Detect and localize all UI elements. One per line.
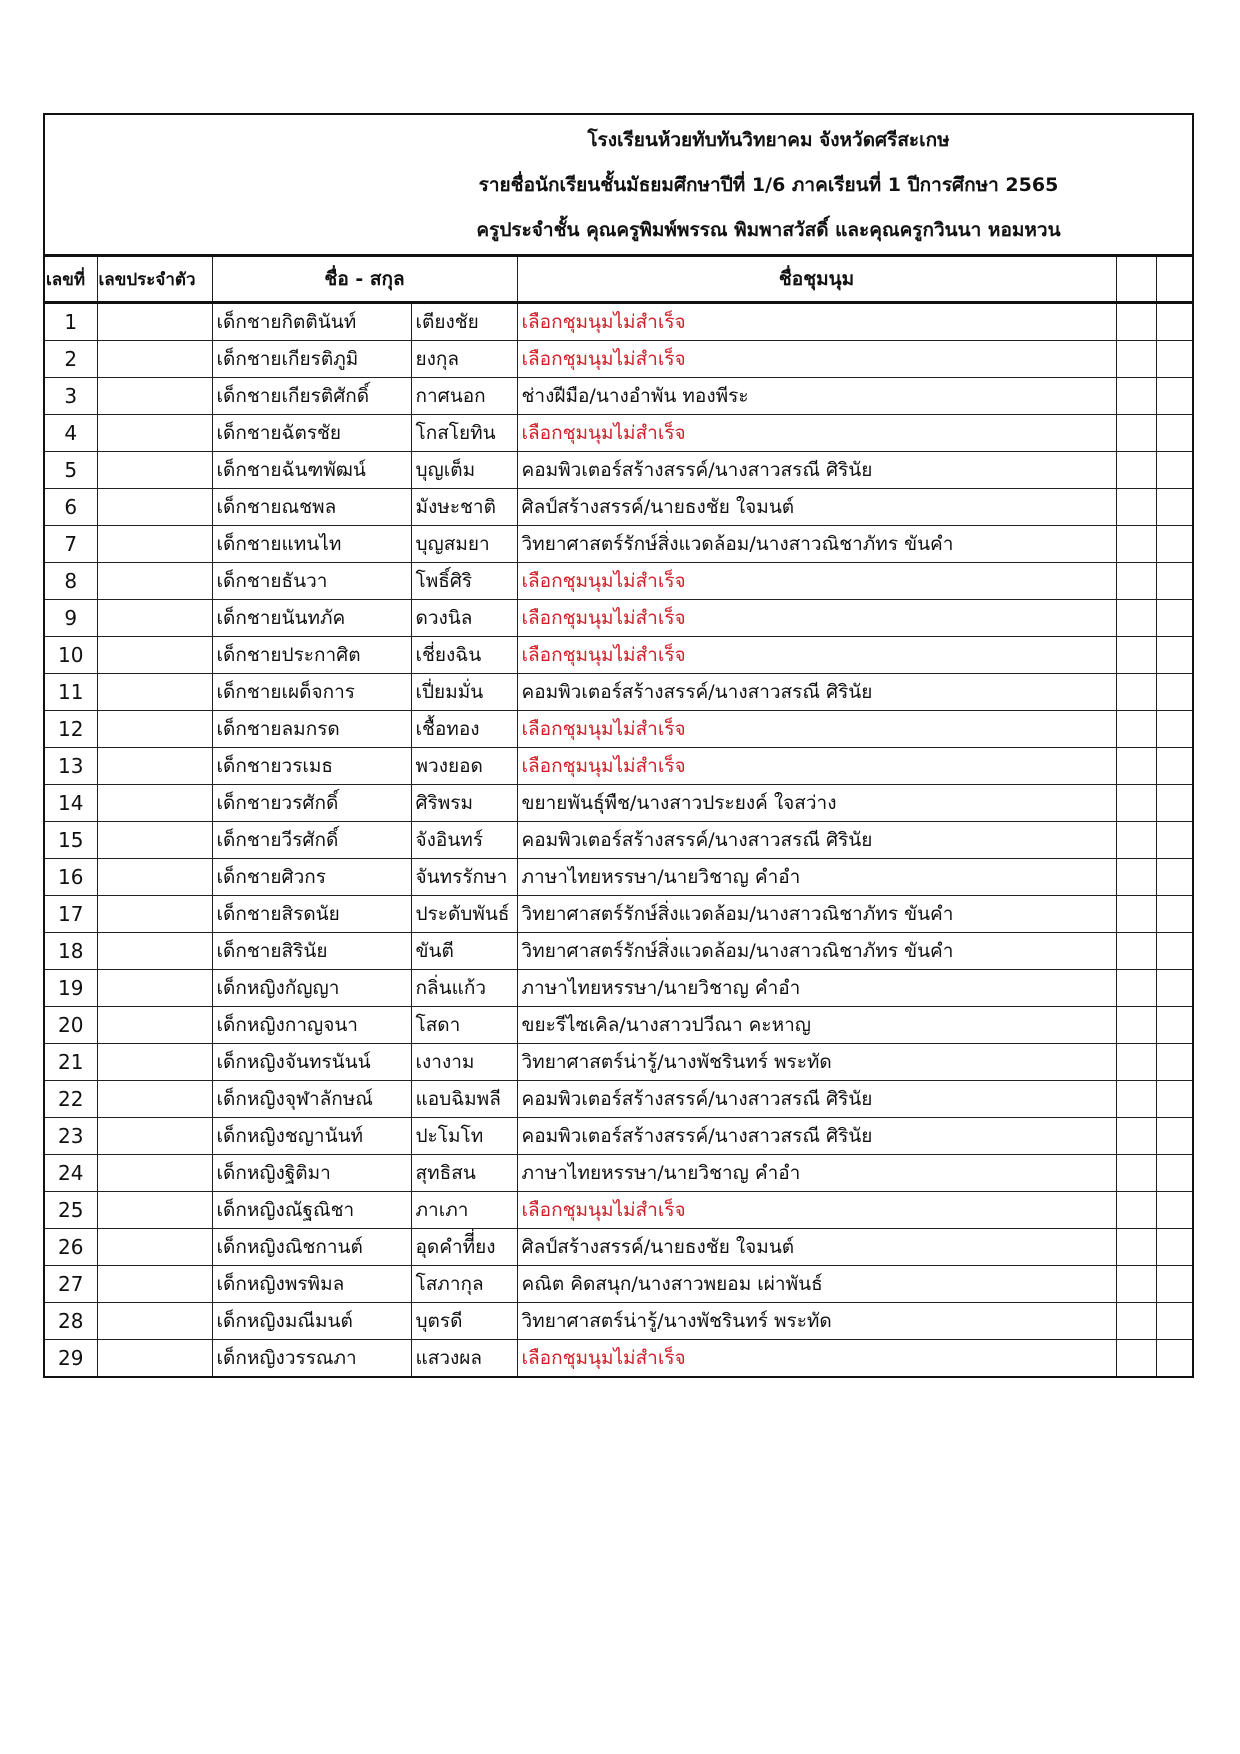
student-club: เลือกชุมนุมไม่สำเร็จ [517,711,1116,748]
student-last-name: ประดับพันธ์ [411,896,517,933]
student-last-name: กลิ่นแก้ว [411,970,517,1007]
student-first-name: เด็กหญิงกัญญา [212,970,411,1007]
student-last-name: สุทธิสน [411,1155,517,1192]
student-first-name: เด็กหญิงฐิติมา [212,1155,411,1192]
column-header-extra-2 [1156,257,1192,303]
homeroom-teachers: ครูประจำชั้น คุณครูพิมพ์พรรณ พิมพาสวัสดิ์ และคุณครูกวินนา หอมหวน [476,219,1061,241]
student-id [97,341,212,378]
extra-cell-1 [1116,378,1156,415]
extra-cell-2 [1156,785,1192,822]
extra-cell-1 [1116,748,1156,785]
extra-cell-1 [1116,637,1156,674]
table-row [45,1340,1192,1377]
student-club: เลือกชุมนุมไม่สำเร็จ [517,600,1116,637]
table-row [45,859,1192,896]
student-number: 15 [45,822,97,859]
table-row [45,785,1192,822]
student-first-name: เด็กหญิงณิชกานต์ [212,1229,411,1266]
extra-cell-1 [1116,415,1156,452]
student-first-name: เด็กชายเกียรติภูมิ [212,341,411,378]
student-first-name: เด็กหญิงจุฬาลักษณ์ [212,1081,411,1118]
table-row [45,933,1192,970]
student-number: 23 [45,1118,97,1155]
table-row [45,674,1192,711]
column-header-student-id: เลขประจำตัว [97,257,212,303]
student-first-name: เด็กหญิงชญานันท์ [212,1118,411,1155]
student-first-name: เด็กชายวีรศักดิ์ [212,822,411,859]
student-first-name: เด็กชายวรเมธ [212,748,411,785]
extra-cell-2 [1156,822,1192,859]
student-club: วิทยาศาสตร์รักษ์สิ่งแวดล้อม/นางสาวณิชาภัทร ขันคำ [517,933,1116,970]
extra-cell-1 [1116,526,1156,563]
student-first-name: เด็กชายนันทภัค [212,600,411,637]
student-club: ขยะรีไซเคิล/นางสาวปวีณา คะหาญ [517,1007,1116,1044]
student-last-name: เงางาม [411,1044,517,1081]
student-id [97,1229,212,1266]
student-first-name: เด็กชายฉัตรชัย [212,415,411,452]
student-first-name: เด็กหญิงณัฐณิชา [212,1192,411,1229]
table-row [45,711,1192,748]
student-first-name: เด็กชายณชพล [212,489,411,526]
table-row [45,1007,1192,1044]
table-row [45,1081,1192,1118]
student-id [97,859,212,896]
student-club: คอมพิวเตอร์สร้างสรรค์/นางสาวสรณี ศิรินัย [517,1118,1116,1155]
extra-cell-2 [1156,600,1192,637]
class-list-title: รายชื่อนักเรียนชั้นมัธยมศึกษาปีที่ 1/6 ภาคเรียนที่ 1 ปีการศึกษา 2565 [478,174,1059,196]
student-first-name: เด็กชายเกียรติศักดิ์ [212,378,411,415]
extra-cell-2 [1156,415,1192,452]
extra-cell-2 [1156,563,1192,600]
student-last-name: โสภากุล [411,1266,517,1303]
student-number: 22 [45,1081,97,1118]
student-id [97,1192,212,1229]
student-id [97,1340,212,1377]
student-last-name: บุตรดี [411,1303,517,1340]
student-last-name: อุดคำทีี่ยง [411,1229,517,1266]
table-row [45,1266,1192,1303]
student-first-name: เด็กชายสิรดนัย [212,896,411,933]
student-number: 14 [45,785,97,822]
extra-cell-1 [1116,785,1156,822]
extra-cell-2 [1156,1340,1192,1377]
student-id [97,711,212,748]
table-row [45,822,1192,859]
student-id [97,1044,212,1081]
student-table [45,257,1192,1376]
student-number: 29 [45,1340,97,1377]
student-club: เลือกชุมนุมไม่สำเร็จ [517,637,1116,674]
extra-cell-1 [1116,1303,1156,1340]
column-header-name: ชื่อ - สกุล [212,257,517,303]
student-club: ภาษาไทยหรรษา/นายวิชาญ คำอำ [517,1155,1116,1192]
table-row [45,1118,1192,1155]
student-last-name: ปะโมโท [411,1118,517,1155]
student-number: 17 [45,896,97,933]
extra-cell-2 [1156,452,1192,489]
extra-cell-2 [1156,303,1192,341]
table-row [45,637,1192,674]
student-id [97,563,212,600]
student-first-name: เด็กชายเผด็จการ [212,674,411,711]
student-id [97,489,212,526]
table-row [45,415,1192,452]
extra-cell-2 [1156,748,1192,785]
student-number: 5 [45,452,97,489]
table-row [45,526,1192,563]
table-row [45,303,1192,341]
student-last-name: เชี่ยงฉิน [411,637,517,674]
student-id [97,748,212,785]
extra-cell-2 [1156,1192,1192,1229]
student-number: 26 [45,1229,97,1266]
student-number: 18 [45,933,97,970]
student-number: 27 [45,1266,97,1303]
table-row [45,970,1192,1007]
table-row [45,748,1192,785]
student-first-name: เด็กชายศิวกร [212,859,411,896]
student-first-name: เด็กชายลมกรด [212,711,411,748]
student-club: วิทยาศาสตร์น่ารู้/นางพัชรินทร์ พระทัด [517,1303,1116,1340]
student-last-name: เปี่ยมมั่น [411,674,517,711]
student-first-name: เด็กหญิงมณีมนต์ [212,1303,411,1340]
student-club: วิทยาศาสตร์น่ารู้/นางพัชรินทร์ พระทัด [517,1044,1116,1081]
extra-cell-2 [1156,1007,1192,1044]
table-row [45,1303,1192,1340]
extra-cell-1 [1116,859,1156,896]
student-last-name: มังษะชาติ [411,489,517,526]
extra-cell-1 [1116,1118,1156,1155]
extra-cell-1 [1116,1007,1156,1044]
table-row [45,1155,1192,1192]
extra-cell-1 [1116,1081,1156,1118]
extra-cell-1 [1116,896,1156,933]
student-id [97,1007,212,1044]
student-last-name: ศิริพรม [411,785,517,822]
student-id [97,303,212,341]
student-first-name: เด็กหญิงกาญจนา [212,1007,411,1044]
student-last-name: ดวงนิล [411,600,517,637]
student-id [97,637,212,674]
student-number: 16 [45,859,97,896]
student-club: เลือกชุมนุมไม่สำเร็จ [517,341,1116,378]
student-club: เลือกชุมนุมไม่สำเร็จ [517,563,1116,600]
student-last-name: จันทรรักษา [411,859,517,896]
extra-cell-1 [1116,1229,1156,1266]
extra-cell-2 [1156,1266,1192,1303]
title-block [45,115,1192,257]
extra-cell-1 [1116,1192,1156,1229]
student-roster-sheet [43,113,1194,1378]
student-id [97,970,212,1007]
student-club: วิทยาศาสตร์รักษ์สิ่งแวดล้อม/นางสาวณิชาภัทร ขันคำ [517,896,1116,933]
extra-cell-1 [1116,489,1156,526]
student-id [97,674,212,711]
student-number: 4 [45,415,97,452]
student-club: ภาษาไทยหรรษา/นายวิชาญ คำอำ [517,859,1116,896]
student-number: 24 [45,1155,97,1192]
extra-cell-1 [1116,452,1156,489]
student-first-name: เด็กชายธันวา [212,563,411,600]
student-first-name: เด็กชายกิตตินันท์ [212,303,411,341]
student-id [97,1303,212,1340]
table-row [45,1044,1192,1081]
extra-cell-1 [1116,1155,1156,1192]
student-club: คอมพิวเตอร์สร้างสรรค์/นางสาวสรณี ศิรินัย [517,1081,1116,1118]
student-last-name: กาศนอก [411,378,517,415]
student-id [97,1118,212,1155]
extra-cell-2 [1156,970,1192,1007]
table-row [45,452,1192,489]
student-last-name: บุญเต็ม [411,452,517,489]
table-row [45,600,1192,637]
student-club: ขยายพันธุ์พืช/นางสาวประยงค์ ใจสว่าง [517,785,1116,822]
student-first-name: เด็กชายแทนไท [212,526,411,563]
extra-cell-1 [1116,563,1156,600]
table-row [45,378,1192,415]
student-club: ภาษาไทยหรรษา/นายวิชาญ คำอำ [517,970,1116,1007]
extra-cell-2 [1156,637,1192,674]
extra-cell-2 [1156,1118,1192,1155]
extra-cell-1 [1116,970,1156,1007]
extra-cell-1 [1116,711,1156,748]
student-first-name: เด็กชายวรศักดิ์ [212,785,411,822]
student-number: 20 [45,1007,97,1044]
table-row [45,1229,1192,1266]
extra-cell-1 [1116,822,1156,859]
student-club: คณิต คิดสนุก/นางสาวพยอม เผ่าพันธ์ [517,1266,1116,1303]
column-header-number: เลขที่ [45,257,97,303]
student-last-name: ขันตี [411,933,517,970]
student-club: เลือกชุมนุมไม่สำเร็จ [517,415,1116,452]
student-id [97,1081,212,1118]
table-header-row [45,257,1192,303]
student-first-name: เด็กหญิงวรรณภา [212,1340,411,1377]
student-number: 7 [45,526,97,563]
student-club: เลือกชุมนุมไม่สำเร็จ [517,748,1116,785]
student-id [97,1266,212,1303]
student-last-name: บุญสมยา [411,526,517,563]
extra-cell-1 [1116,933,1156,970]
student-id [97,600,212,637]
student-first-name: เด็กหญิงพรพิมล [212,1266,411,1303]
student-id [97,822,212,859]
student-club: ช่างฝีมือ/นางอำพัน ทองพีระ [517,378,1116,415]
student-number: 25 [45,1192,97,1229]
student-last-name: พวงยอด [411,748,517,785]
student-last-name: แสวงผล [411,1340,517,1377]
extra-cell-2 [1156,1303,1192,1340]
column-header-extra-1 [1116,257,1156,303]
student-club: วิทยาศาสตร์รักษ์สิ่งแวดล้อม/นางสาวณิชาภัทร ขันคำ [517,526,1116,563]
extra-cell-2 [1156,489,1192,526]
extra-cell-2 [1156,859,1192,896]
table-row [45,489,1192,526]
extra-cell-1 [1116,600,1156,637]
student-number: 6 [45,489,97,526]
student-id [97,378,212,415]
extra-cell-2 [1156,1155,1192,1192]
extra-cell-1 [1116,341,1156,378]
student-first-name: เด็กชายฉันฑพัฒน์ [212,452,411,489]
student-id [97,415,212,452]
extra-cell-1 [1116,1044,1156,1081]
student-number: 11 [45,674,97,711]
student-number: 21 [45,1044,97,1081]
extra-cell-1 [1116,303,1156,341]
student-id [97,933,212,970]
student-last-name: ยงกุล [411,341,517,378]
student-number: 12 [45,711,97,748]
student-number: 3 [45,378,97,415]
student-last-name: เตียงชัย [411,303,517,341]
student-number: 10 [45,637,97,674]
student-club: คอมพิวเตอร์สร้างสรรค์/นางสาวสรณี ศิรินัย [517,822,1116,859]
student-club: คอมพิวเตอร์สร้างสรรค์/นางสาวสรณี ศิรินัย [517,674,1116,711]
student-last-name: แอบฉิมพลี [411,1081,517,1118]
extra-cell-2 [1156,341,1192,378]
extra-cell-1 [1116,1266,1156,1303]
student-last-name: ภาเภา [411,1192,517,1229]
extra-cell-2 [1156,1044,1192,1081]
extra-cell-2 [1156,1229,1192,1266]
student-id [97,1155,212,1192]
extra-cell-1 [1116,1340,1156,1377]
student-last-name: โพธิ์ศิริ [411,563,517,600]
student-id [97,452,212,489]
extra-cell-2 [1156,711,1192,748]
column-header-club: ชื่อชุมนุม [517,257,1116,303]
student-first-name: เด็กชายสิรินัย [212,933,411,970]
student-last-name: โสดา [411,1007,517,1044]
student-club: เลือกชุมนุมไม่สำเร็จ [517,303,1116,341]
extra-cell-2 [1156,896,1192,933]
extra-cell-2 [1156,933,1192,970]
student-id [97,785,212,822]
table-row [45,1192,1192,1229]
table-row [45,341,1192,378]
student-number: 28 [45,1303,97,1340]
student-club: ศิลป์สร้างสรรค์/นายธงชัย ใจมนต์ [517,489,1116,526]
extra-cell-2 [1156,674,1192,711]
student-first-name: เด็กชายประกาศิต [212,637,411,674]
student-number: 13 [45,748,97,785]
student-number: 9 [45,600,97,637]
student-club: ศิลป์สร้างสรรค์/นายธงชัย ใจมนต์ [517,1229,1116,1266]
student-number: 2 [45,341,97,378]
student-last-name: โกสโยทิน [411,415,517,452]
student-first-name: เด็กหญิงจันทรนันน์ [212,1044,411,1081]
extra-cell-2 [1156,1081,1192,1118]
table-row [45,896,1192,933]
student-club: คอมพิวเตอร์สร้างสรรค์/นางสาวสรณี ศิรินัย [517,452,1116,489]
student-number: 1 [45,303,97,341]
student-id [97,896,212,933]
table-row [45,563,1192,600]
student-club: เลือกชุมนุมไม่สำเร็จ [517,1340,1116,1377]
extra-cell-1 [1116,674,1156,711]
student-number: 19 [45,970,97,1007]
student-last-name: จังอินทร์ [411,822,517,859]
student-club: เลือกชุมนุมไม่สำเร็จ [517,1192,1116,1229]
extra-cell-2 [1156,378,1192,415]
school-title: โรงเรียนห้วยทับทันวิทยาคม จังหวัดศรีสะเกษ [587,129,950,151]
student-number: 8 [45,563,97,600]
student-id [97,526,212,563]
student-last-name: เชื้อทอง [411,711,517,748]
extra-cell-2 [1156,526,1192,563]
